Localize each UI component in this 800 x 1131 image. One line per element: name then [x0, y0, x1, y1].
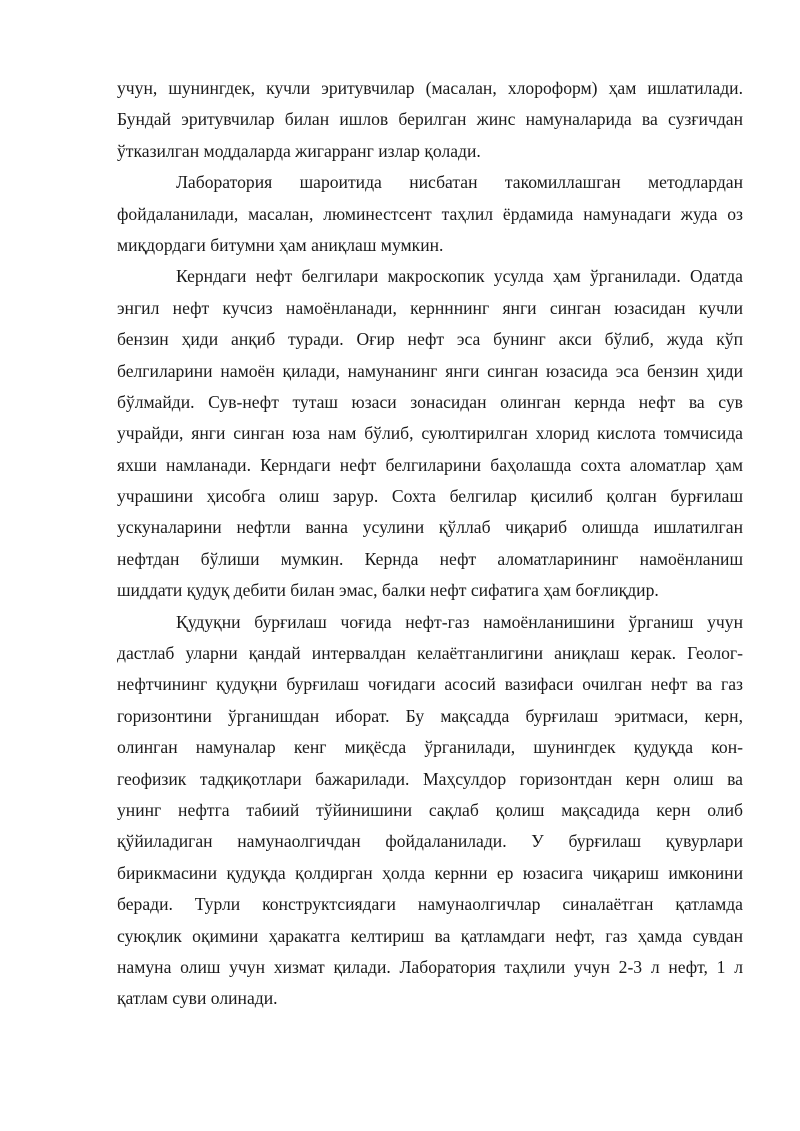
text-line: намуна олиш учун хизмат қилади. Лаборатория таҳлили учун 2-3 л нефт, 1 л: [117, 956, 743, 977]
text-line: беради. Турли конструктсиядаги намунаолгичлар синалаётган қатламда: [117, 894, 743, 915]
text-line: нефтчининг қудуқни бурғилаш чоғидаги асосий вазифаси очилган нефт ва газ: [117, 674, 743, 695]
text-line: учун, шунингдек, кучли эритувчилар (масалан, хлороформ) ҳам ишлатилади.: [117, 78, 743, 98]
text-line: ўтказилган моддаларда жигарранг излар қолади.: [117, 140, 481, 161]
text-line: дастлаб уларни қандай интервалдан келаётганлигини аниқлаш керак. Геолог-: [117, 643, 743, 664]
text-line: фойдаланилади, масалан, люминестсент таҳлил ёрдамида намунадаги жуда оз: [117, 203, 743, 224]
text-line: унинг нефтга табиий тўйинишини сақлаб қолиш мақсадида керн олиб: [117, 799, 743, 820]
text-line: нефтдан бўлиши мумкин. Кернда нефт аломатларининг намоёнланиш: [117, 548, 743, 569]
text-line: Керндаги нефт белгилари макроскопик усулда ҳам ўрганилади. Одатда: [176, 266, 743, 287]
text-line: қатлам суви олинади.: [117, 988, 278, 1009]
paragraph: [117, 73, 743, 167]
text-line: бирикмасини қудуқда қолдирган ҳолда кернни ер юзасига чиқариш имконини: [117, 862, 743, 883]
text-line: белгиларини намоён қилади, намунанинг янги синган юзасида эса бензин ҳиди: [117, 360, 743, 381]
text-line: яхши намланади. Керндаги нефт белгиларини баҳолашда сохта аломатлар ҳам: [117, 454, 743, 475]
text-line: ускуналарини нефтли ванна усулини қўллаб чиқариб олишда ишлатилган: [117, 517, 743, 538]
text-line: шиддати қудуқ дебити билан эмас, балки нефт сифатига ҳам боғлиқдир.: [117, 580, 659, 601]
paragraph: [117, 607, 743, 1015]
text-line: учрайди, янги синган юза нам бўлиб, суюлтирилган хлорид кислота томчисида: [117, 423, 743, 444]
text-line: бўлмайди. Сув-нефт туташ юзаси зонасидан олинган кернда нефт ва сув: [117, 391, 743, 412]
paragraph: [117, 167, 743, 261]
text-line: Лаборатория шароитида нисбатан такомиллашган методлардан: [176, 172, 743, 193]
text-line: учрашини ҳисобга олиш зарур. Сохта белгилар қисилиб қолган бурғилаш: [117, 486, 743, 507]
text-line: миқдордаги битумни ҳам аниқлаш мумкин.: [117, 234, 444, 255]
text-line: Қудуқни бурғилаш чоғида нефт-газ намоёнланишини ўрганиш учун: [176, 611, 743, 632]
document-body: [117, 73, 743, 1015]
text-line: қўйиладиган намунаолгичдан фойдаланилади. У бурғилаш қувурлари: [117, 831, 743, 852]
text-line: Бундай эритувчилар билан ишлов берилган жинс намуналарида ва сузғичдан: [117, 109, 743, 130]
text-line: бензин ҳиди анқиб туради. Оғир нефт эса бунинг акси бўлиб, жуда кўп: [117, 329, 743, 350]
text-line: суюқлик оқимини ҳаракатга келтириш ва қатламдаги нефт, газ ҳамда сувдан: [117, 925, 743, 946]
text-line: олинган намуналар кенг миқёсда ўрганилади, шунингдек қудуқда кон-: [117, 737, 743, 758]
text-line: геофизик тадқиқотлари бажарилади. Маҳсулдор горизонтдан керн олиш ва: [117, 768, 743, 789]
text-line: энгил нефт кучсиз намоёнланади, кернннинг янги синган юзасидан кучли: [117, 297, 743, 318]
paragraph: [117, 261, 743, 606]
text-line: горизонтини ўрганишдан иборат. Бу мақсадда бурғилаш эритмаси, керн,: [117, 705, 743, 726]
